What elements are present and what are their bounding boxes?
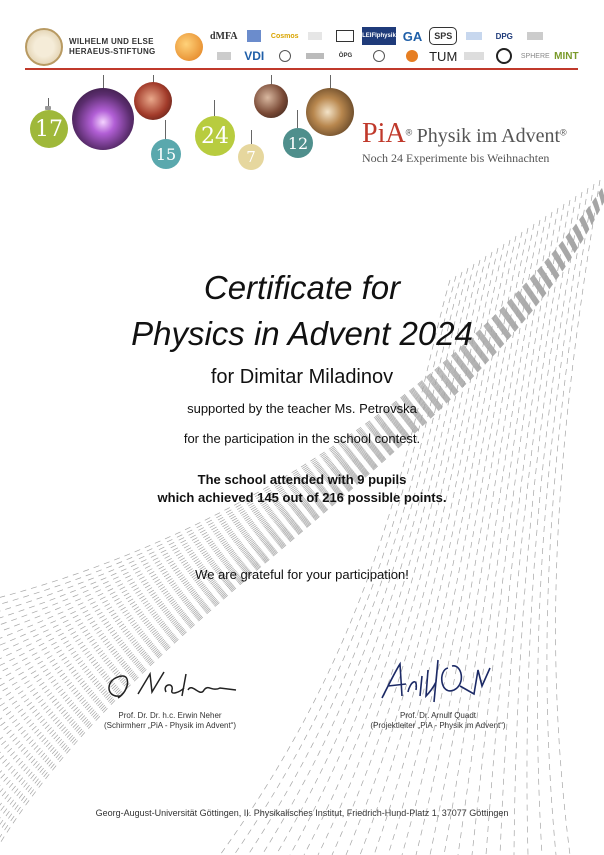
partner-logo: SPHERE (520, 52, 550, 60)
wave-line (0, 175, 604, 727)
pia-brand: PiA (362, 118, 406, 149)
pia-tagline: Noch 24 Experimente bis Weihnachten (362, 151, 550, 165)
partner-logo (241, 27, 268, 45)
recipient-name: for Dimitar Miladinov (210, 366, 394, 388)
partner-logo: Cosmos (270, 32, 299, 40)
seal-icon (25, 28, 63, 66)
wave-line (0, 171, 604, 615)
wave-line (0, 171, 604, 628)
registered-mark: ® (405, 127, 413, 138)
ornament-string (165, 120, 166, 140)
foundation-name: WILHELM UND ELSE HERAEUS-STIFTUNG (69, 37, 156, 56)
ornament-7: 7 (238, 144, 264, 170)
wave-line (0, 176, 604, 755)
partner-logos (210, 27, 580, 67)
partner-logo: DPG (495, 31, 513, 41)
ornament-17: 17 (30, 110, 68, 148)
partner-logo: MINT (554, 50, 579, 62)
sun-icon (175, 33, 203, 61)
partner-logo (491, 47, 518, 65)
partner-logo: dMFA (210, 30, 238, 42)
partner-logo (210, 47, 238, 65)
partner-logo (362, 47, 396, 65)
result-line1: The school attended with 9 pupils (197, 472, 407, 487)
participation-line: for the participation in the school contest. (183, 431, 421, 446)
ornament-string (330, 75, 331, 89)
photo-ornament-plasma (72, 88, 134, 150)
ornament-24: 24 (195, 116, 235, 156)
partner-logo (302, 47, 329, 65)
signature-neher (100, 668, 240, 708)
partner-logo (271, 47, 299, 65)
signature-quadt (378, 656, 498, 706)
signatory-right-role: (Projektleiter „PiA - Physik im Advent“) (370, 721, 506, 730)
partner-logo: GA (402, 28, 423, 44)
wave-line (0, 175, 604, 733)
ornament-string (214, 100, 215, 116)
wave-line (0, 176, 604, 761)
footer-address: Georg-August-Universität Göttingen, II. Physikalisches Institut, Friedrich-Hund-Platz 1, 37077 Göttingen (95, 808, 509, 818)
wave-line-vertical (262, 268, 468, 855)
certificate-title-line2: Physics in Advent 2024 (131, 315, 473, 352)
partner-logo: VDI (244, 49, 265, 63)
partner-logo (521, 27, 550, 45)
ornament-string (251, 130, 252, 144)
photo-ornament-experiment (134, 82, 172, 120)
wave-line (0, 172, 604, 663)
photo-ornament-lab (254, 84, 288, 118)
photo-ornament-glass (306, 88, 354, 136)
partner-logo: SPS (429, 27, 457, 45)
partner-logo (332, 27, 359, 45)
partner-logo: LEIFIphysik (362, 27, 396, 45)
pia-brand-name: Physik im Advent (416, 125, 561, 147)
ornament-string (103, 75, 104, 89)
registered-mark: ® (560, 127, 567, 138)
signatory-left-role: (Schirmherr „PiA - Physik im Advent“) (103, 721, 237, 730)
partner-logo: TUM (429, 48, 458, 64)
partner-logo: ÖPG (338, 53, 353, 59)
partner-logo (399, 47, 426, 65)
ornament-string (297, 110, 298, 128)
ornament-12: 12 (283, 128, 313, 158)
wave-line (0, 173, 604, 684)
header-divider (25, 68, 578, 70)
partner-logo (302, 27, 329, 45)
pia-logo (362, 118, 582, 178)
partner-logo (553, 27, 580, 45)
signatory-left-name: Prof. Dr. Dr. h.c. Erwin Neher (118, 711, 222, 720)
signatory-right-name: Prof. Dr. Arnulf Quadt (399, 711, 477, 720)
certificate-title-line1: Certificate for (203, 269, 401, 306)
partner-logo (460, 47, 487, 65)
thanks-line: We are grateful for your participation! (195, 567, 409, 582)
ornament-15: 15 (151, 139, 181, 169)
wave-line (0, 176, 604, 748)
heraeus-foundation-logo (25, 28, 205, 66)
wave-line (0, 175, 604, 740)
result-line2: which achieved 145 out of 216 possible points. (157, 490, 447, 505)
partner-logo (460, 27, 487, 45)
teacher-line: supported by the teacher Ms. Petrovska (187, 401, 417, 416)
